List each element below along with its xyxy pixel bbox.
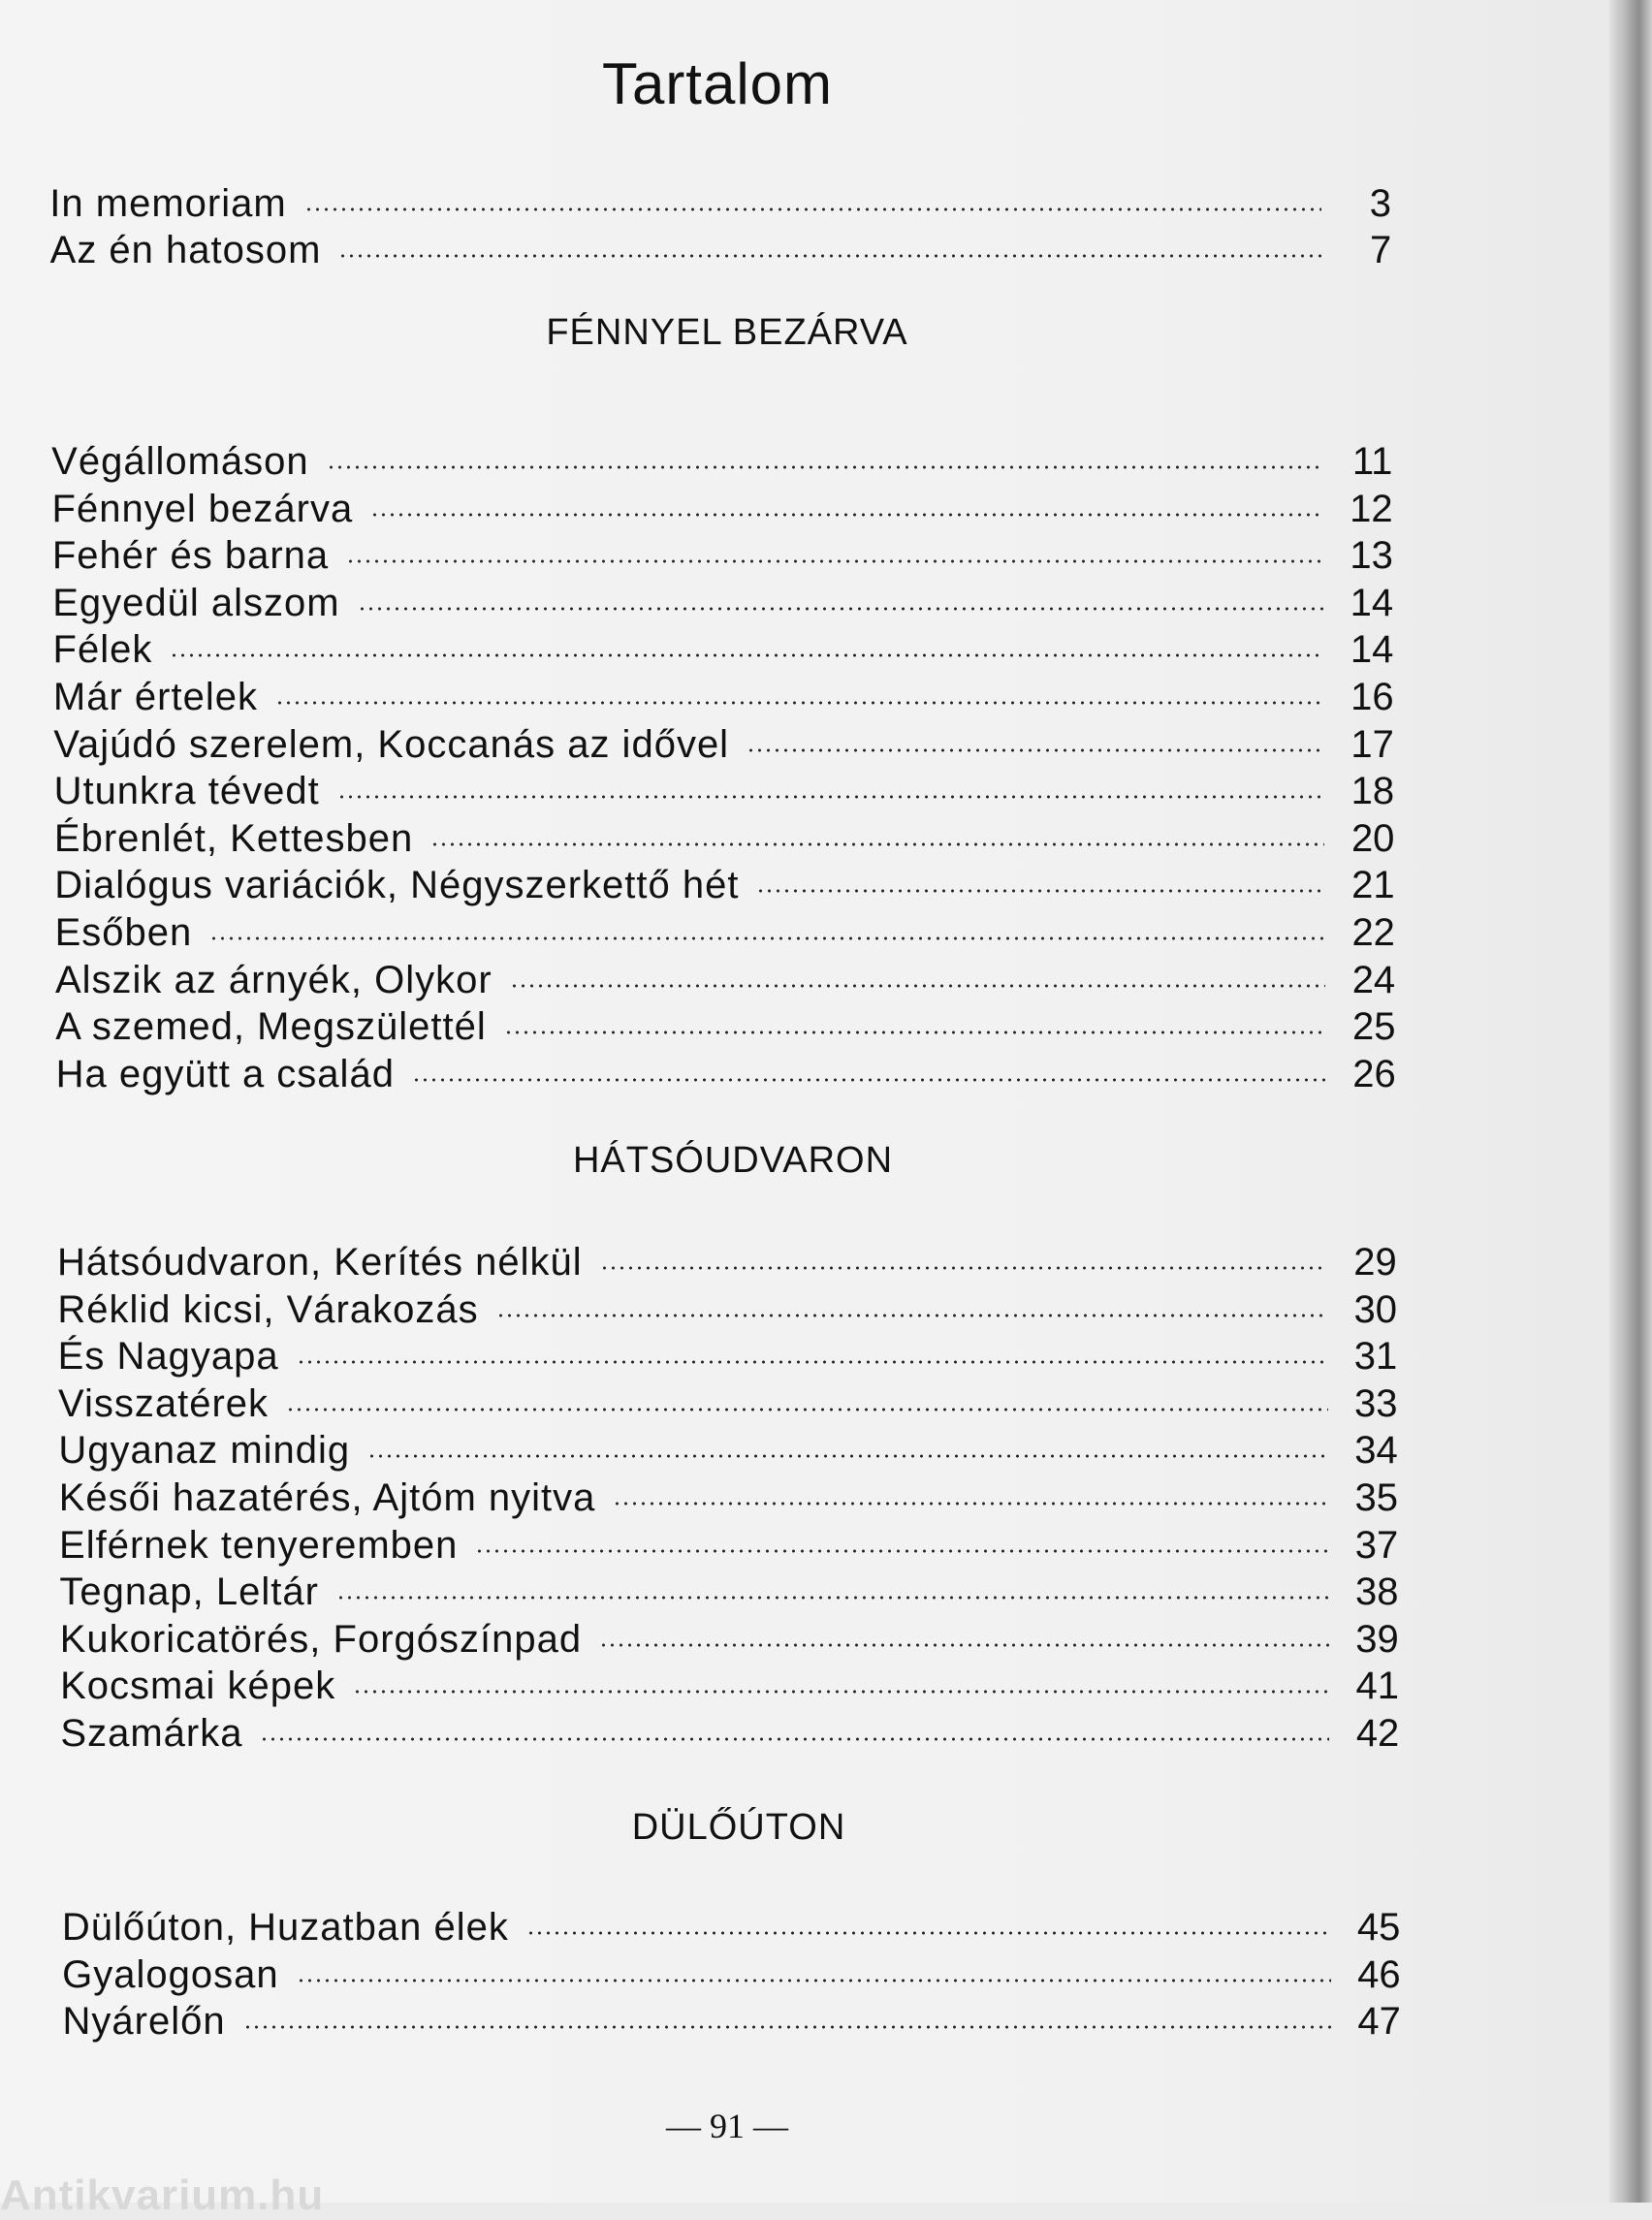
toc-entry-title: Ha együtt a család xyxy=(55,1053,395,1095)
toc-entry xyxy=(49,180,1391,227)
toc-entry-page: 39 xyxy=(1355,1618,1399,1661)
toc-entry-page: 30 xyxy=(1353,1288,1397,1331)
toc-entry-page: 45 xyxy=(1356,1906,1401,1949)
toc-entry-page: 21 xyxy=(1351,864,1395,906)
dot-leader xyxy=(275,698,1324,708)
dot-leader xyxy=(297,1357,1328,1367)
toc-entry-page: 26 xyxy=(1352,1053,1396,1095)
dot-leader xyxy=(358,604,1324,614)
toc-entry xyxy=(56,1051,1396,1097)
toc-entry-page: 38 xyxy=(1355,1570,1399,1613)
toc-entry xyxy=(55,1003,1395,1050)
toc-entry-title: Fehér és barna xyxy=(51,534,330,577)
dot-leader xyxy=(600,1263,1327,1273)
toc-entry-title: Félek xyxy=(52,628,153,671)
toc-entry xyxy=(57,1286,1397,1333)
dot-leader xyxy=(170,650,1323,660)
toc-entry xyxy=(51,438,1392,485)
toc-entry-title: Kocsmai képek xyxy=(60,1665,336,1707)
toc-entry-title: Gyalogosan xyxy=(62,1953,279,1996)
dot-leader xyxy=(599,1640,1329,1650)
toc-entry-page: 31 xyxy=(1353,1335,1398,1378)
toc-entry-title: Nyárelőn xyxy=(62,2000,226,2043)
toc-entry-title: In memoriam xyxy=(49,182,287,225)
toc-entry-page: 3 xyxy=(1369,182,1391,225)
dot-leader xyxy=(337,792,1324,802)
toc-entry-title: Hátsóudvaron, Kerítés nélkül xyxy=(57,1241,583,1284)
dot-leader xyxy=(504,1028,1326,1037)
toc-entry-page: 34 xyxy=(1354,1429,1398,1472)
toc-entry-title: Már értelek xyxy=(52,676,258,718)
toc-entry-title: Tegnap, Leltár xyxy=(59,1570,319,1613)
toc-entry-page: 20 xyxy=(1350,817,1395,860)
watermark: Antikvarium.hu xyxy=(0,2172,325,2219)
toc-entry xyxy=(62,1951,1400,1998)
dot-leader xyxy=(260,1734,1329,1744)
toc-entry-title: A szemed, Megszülettél xyxy=(55,1005,487,1048)
toc-entry-page: 13 xyxy=(1350,534,1393,577)
dot-leader xyxy=(346,556,1323,566)
section-heading: DÜLŐÚTON xyxy=(631,1807,846,1848)
dot-leader xyxy=(353,1687,1329,1697)
toc-entry xyxy=(54,768,1395,814)
dot-leader xyxy=(613,1499,1328,1508)
toc-entry-title: Dialógus variációk, Négyszerkettő hét xyxy=(54,864,740,906)
toc-entry-title: Kukoricatörés, Forgószínpad xyxy=(59,1618,583,1661)
dot-leader xyxy=(243,2022,1331,2032)
toc-entry-page: 42 xyxy=(1355,1712,1400,1755)
toc-entry xyxy=(52,532,1393,579)
dot-leader xyxy=(297,1976,1331,1985)
toc-entry-title: Szamárka xyxy=(60,1712,243,1755)
dot-leader xyxy=(338,251,1321,261)
toc-entry xyxy=(52,580,1393,626)
toc-entry-page: 14 xyxy=(1350,582,1394,624)
toc-entry xyxy=(59,1569,1398,1615)
toc-entry xyxy=(58,1333,1398,1380)
toc-entry-title: És Nagyapa xyxy=(57,1335,279,1378)
toc-entry xyxy=(55,957,1395,1003)
section-heading: FÉNNYEL BEZÁRVA xyxy=(546,312,908,353)
dot-leader xyxy=(496,1311,1327,1320)
toc-entry-title: Dülőúton, Huzatban élek xyxy=(61,1906,509,1949)
toc-entry xyxy=(53,674,1394,720)
toc-entry-title: Réklid kicsi, Várakozás xyxy=(57,1288,479,1331)
dot-leader xyxy=(327,462,1323,472)
toc-entry-page: 29 xyxy=(1353,1241,1397,1284)
toc-entry xyxy=(60,1710,1399,1757)
dot-leader xyxy=(430,840,1324,849)
dot-leader xyxy=(747,745,1324,755)
toc-entry xyxy=(63,1998,1401,2045)
dot-leader xyxy=(336,1593,1329,1602)
toc-entry xyxy=(55,909,1395,956)
toc-entry-page: 22 xyxy=(1351,911,1395,954)
toc-entry xyxy=(58,1427,1397,1474)
dot-leader xyxy=(412,1075,1326,1085)
toc-entry-title: Az én hatosom xyxy=(49,229,322,271)
toc-entry-page: 12 xyxy=(1350,488,1393,530)
toc-entry xyxy=(53,721,1394,768)
toc-entry xyxy=(54,815,1395,862)
toc-entry-title: Elférnek tenyeremben xyxy=(59,1524,459,1567)
toc-entry xyxy=(59,1522,1398,1569)
toc-entry-page: 35 xyxy=(1354,1476,1399,1519)
toc-entry-page: 25 xyxy=(1351,1005,1396,1048)
toc-entry xyxy=(54,862,1394,908)
toc-entry xyxy=(62,1904,1401,1950)
toc-entry-title: Fénnyel bezárva xyxy=(51,488,354,530)
toc-entry-page: 18 xyxy=(1350,770,1395,812)
toc-entry xyxy=(52,486,1393,532)
dot-leader xyxy=(526,1928,1330,1938)
toc-entry-title: Vajúdó szerelem, Koccanás az idővel xyxy=(53,723,730,766)
toc-entry xyxy=(59,1475,1398,1521)
toc-entry-page: 11 xyxy=(1351,440,1393,483)
toc-entry xyxy=(53,626,1394,673)
toc-entry-title: Késői hazatérés, Ajtóm nyitva xyxy=(58,1476,596,1519)
dot-leader xyxy=(286,1405,1327,1414)
toc-entry-title: Alszik az árnyék, Olykor xyxy=(54,959,492,1001)
dot-leader xyxy=(510,981,1325,991)
toc-entry-page: 14 xyxy=(1350,628,1394,671)
toc-entry-page: 41 xyxy=(1355,1665,1400,1707)
toc-entry-title: Végállomáson xyxy=(51,440,309,483)
dot-leader xyxy=(756,886,1324,896)
toc-entry-title: Visszatérek xyxy=(58,1382,270,1425)
toc-entry xyxy=(57,1239,1397,1285)
dot-leader xyxy=(475,1546,1328,1556)
toc-entry-title: Esőben xyxy=(54,911,193,954)
toc-entry xyxy=(60,1616,1399,1663)
toc-entry xyxy=(60,1663,1399,1709)
dot-leader xyxy=(209,934,1325,943)
toc-entry-page: 46 xyxy=(1357,1953,1401,1996)
toc-entry-title: Ébrenlét, Kettesben xyxy=(53,817,414,860)
toc-entry-page: 17 xyxy=(1350,723,1394,766)
dot-leader xyxy=(304,205,1321,214)
page-title: Tartalom xyxy=(601,51,834,116)
toc-entry xyxy=(50,227,1392,273)
toc-entry-page: 33 xyxy=(1354,1382,1398,1425)
page-edge xyxy=(1609,0,1652,2203)
toc-entry-page: 7 xyxy=(1369,229,1392,271)
dot-leader xyxy=(367,1451,1328,1461)
page-number-footer: — 91 — xyxy=(666,2107,788,2145)
section-heading: HÁTSÓUDVARON xyxy=(572,1140,894,1181)
toc-entry-page: 47 xyxy=(1357,2000,1401,2043)
toc-entry-page: 37 xyxy=(1354,1524,1399,1567)
toc-entry-title: Egyedül alszom xyxy=(52,582,340,624)
toc-entry-page: 16 xyxy=(1350,676,1394,718)
toc-entry xyxy=(58,1380,1397,1427)
toc-entry-page: 24 xyxy=(1351,959,1396,1001)
dot-leader xyxy=(370,510,1322,520)
toc-entry-title: Ugyanaz mindig xyxy=(58,1429,351,1472)
toc-entry-title: Utunkra tévedt xyxy=(53,770,320,812)
